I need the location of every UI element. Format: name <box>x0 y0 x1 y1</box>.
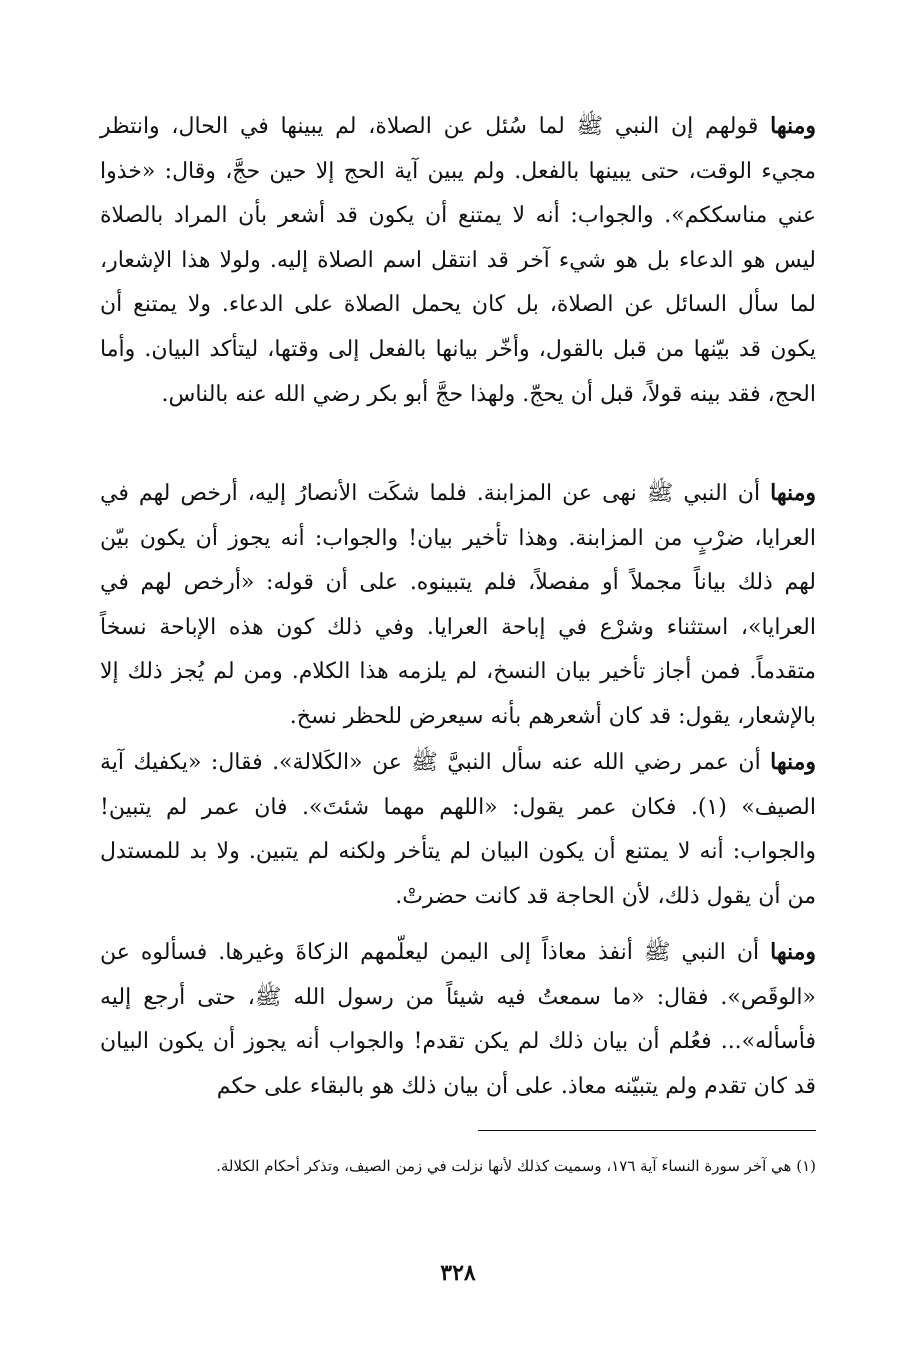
paragraph-prophet-prayer-hajj <box>100 104 816 417</box>
book-page <box>100 100 816 1286</box>
paragraph-text: قولهم إن النبي ﷺ لما سُئل عن الصلاة، لم يبينها في الحال، وانتظر مجيء الوقت، حتى يبينها بالفعل. ولم يبين آية الحج إلا حين حجَّ، وقال: «خذوا عني مناسككم». والجواب: أنه لا يمتنع أن يكون قد أشعر بأن المراد بالصلاة ليس هو الدعاء بل هو شيء آخر قد انتقل اسم الصلاة إليه. ولولا هذا الإشعار، لما سأل السائل عن الصلاة، بل كان يحمل الصلاة على الدعاء. ولا يمتنع أن يكون قد بيّنها من قبل بالقول، وأخّر بيانها بالفعل إلى وقتها، ليتأكد البيان. وأما الحج، فقد بينه قولاً، قبل أن يحجّ. ولهذا حجَّ أبو بكر رضي الله عنه بالناس. <box>100 114 816 407</box>
paragraph-lead-word: ومنها <box>770 113 816 139</box>
paragraph-muadh-yemen <box>100 930 816 1109</box>
footnote: (١) هي آخر سورة النساء آية ١٧٦، وسميت كذلك لأنها نزلت في زمن الصيف، وتذكر أحكام الكلالة. <box>216 1157 816 1175</box>
paragraph-lead-word: ومنها <box>770 749 816 775</box>
paragraph-muzabana-araya <box>100 471 816 740</box>
paragraph-lead-word: ومنها <box>770 939 816 965</box>
page-number: ٣٢٨ <box>440 1260 476 1286</box>
paragraph-lead-word: ومنها <box>770 480 816 506</box>
footnote-separator <box>478 1130 816 1131</box>
paragraph-umar-kalala <box>100 740 816 919</box>
paragraph-text: أن النبي ﷺ أنفذ معاذاً إلى اليمن ليعلّمهم الزكاةَ وغيرها. فسألوه عن «الوقَص». فقال: «ما سمعتُ فيه شيئاً من رسول الله ﷺ، حتى أرجع إليه فأسأله»... فعُلم أن بيان ذلك لم يكن تقدم! والجواب أنه يجوز أن يكون البيان قد كان تقدم ولم يتبيّنه معاذ. على أن بيان ذلك هو بالبقاء على حكم <box>100 940 816 1099</box>
paragraph-text: أن النبي ﷺ نهى عن المزابنة. فلما شكَت الأنصارُ إليه، أرخص لهم في العرايا، ضرْبٍ من المزابنة. وهذا تأخير بيان! والجواب: أنه يجوز أن يكون بيّن لهم ذلك بياناً مجملاً أو مفصلاً، فلم يتبينوه. على أن قوله: «أرخص لهم في العرايا»، استثناء وشرْع في إباحة العرايا. وفي ذلك كون هذه الإباحة نسخاً متقدماً. فمن أجاز تأخير بيان النسخ، لم يلزمه هذا الكلام. ومن لم يُجز ذلك إلا بالإشعار، يقول: قد كان أشعرهم بأنه سيعرض للحظر نسخ. <box>100 481 816 729</box>
paragraph-text: أن عمر رضي الله عنه سأل النبيَّ ﷺ عن «الكَلالة». فقال: «يكفيك آية الصيف» (١). فكان عمر يقول: «اللهم مهما شئتَ». فان عمر لم يتبين! والجواب: أنه لا يمتنع أن يكون البيان لم يتأخر ولكنه لم يتبين. ولا بد للمستدل من أن يقول ذلك، لأن الحاجة قد كانت حضرتْ. <box>100 750 816 909</box>
